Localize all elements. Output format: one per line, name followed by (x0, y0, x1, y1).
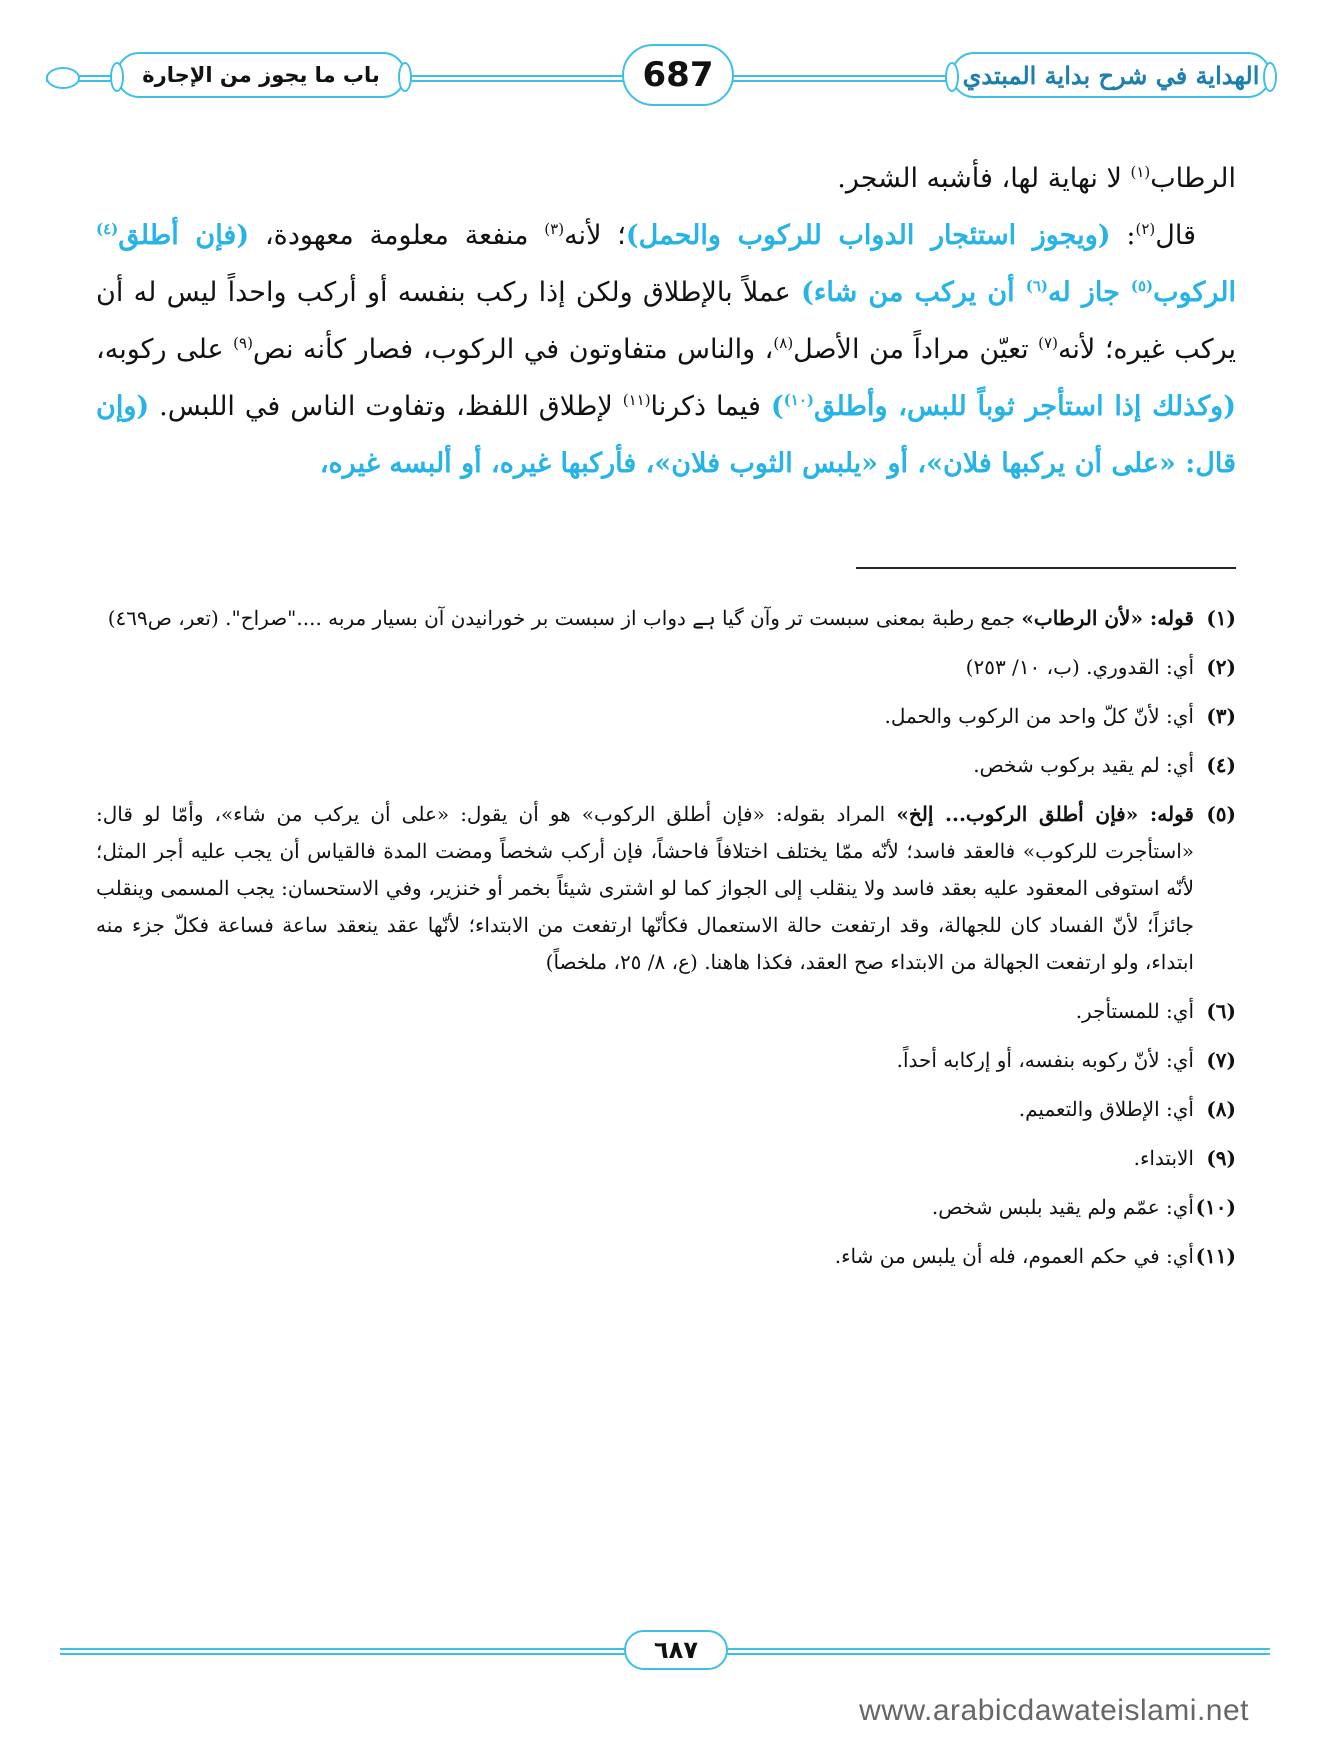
page-footer (60, 1630, 1270, 1670)
footnotes (96, 600, 1236, 1287)
matn-text: (ويجوز استئجار الدواب للركوب والحمل) (625, 220, 1111, 251)
footnote-text: جمع رطبة بمعنى سبست تر وآن گيا ہے دواب از سبست بر خورانيدن آن بسيار مربه ...."صراح". (تعر، ص٤٦٩) (107, 606, 1022, 630)
text-run: على ركوبه، (96, 334, 234, 365)
text-run: الرطاب (1150, 163, 1236, 194)
footnote (96, 600, 1236, 637)
footnote (96, 1091, 1236, 1128)
text-run: منفعة معلومة معهودة، (249, 220, 545, 251)
text-run: تعيّن مراداً من الأصل (793, 334, 1039, 365)
text-run: لا نهاية لها، فأشبه الشجر. (837, 163, 1131, 194)
footnote (96, 649, 1236, 686)
footnote (96, 1140, 1236, 1177)
footnote-text: أي: لأنّ ركوبه بنفسه، أو إركابه أحداً. (896, 1048, 1194, 1072)
footnote-ref[interactable]: (١١) (622, 391, 651, 409)
footnote-lead: قوله: «لأن الرطاب» (1021, 606, 1194, 630)
footnote-number: (١) (1206, 606, 1236, 630)
text-run: ، والناس متفاوتون في الركوب، فصار كأنه نص (252, 334, 774, 365)
footnote-ref[interactable]: (٢) (1135, 220, 1156, 238)
footnote-number: (٦) (1206, 999, 1236, 1023)
matn-text: جاز له (1048, 277, 1131, 308)
book-title: الهداية في شرح بداية المبتدي (951, 52, 1271, 98)
footnote-text: أي: القدوري. (ب، ١٠/ ٢٥٣) (965, 655, 1194, 679)
footnote-text: أي: للمستأجر. (1075, 999, 1194, 1023)
footnote-text: المراد بقوله: «فإن أطلق الركوب» هو أن يقول: «على أن يركب من شاء»، وأمّا لو قال: «استأجرت للركوب» فالعقد فاسد؛ لأنّه ممّا يختلف اختلافاً فاحشاً، فإن أركب شخصاً ومضت المدة فالقياس أن يجب عليه أجر المثل؛ لأنّه استوفى المعقود عليه بعقد فاسد ولا ينقلب إلى الجواز كما لو اشترى شيئاً بخمر أو خنزير، وفي الاستحسان: يجب المسمى وينقلب جائزاً؛ لأنّ الفساد كان للجهالة، وقد ارتفعت حالة الاستعمال فكأنّها ارتفعت من الابتداء؛ لأنّها عقد ينعقد ساعة فساعة فكلّ جزء منه ابتداء، ولو ارتفعت الجهالة من الابتداء صح العقد، فكذا هاهنا. (ع، ٨/ ٢٥، ملخصاً) (96, 802, 1194, 974)
footnote-ref[interactable]: (٨) (773, 334, 794, 352)
footnote-number: (٢) (1206, 655, 1236, 679)
text-run: قال (1155, 220, 1196, 251)
footnote-text: الابتداء. (1133, 1146, 1194, 1170)
footnote-divider (856, 567, 1236, 569)
footnote-ref[interactable]: (٣) (544, 220, 565, 238)
text-run: لإطلاق اللفظ، وتفاوت الناس في اللبس. (149, 391, 623, 422)
footnote-text: أي: لأنّ كلّ واحد من الركوب والحمل. (884, 704, 1194, 728)
page-number-top: 687 (622, 44, 734, 106)
matn-text: (وإن قال: «على أن يركبها فلان»، أو «يلبس الثوب فلان»، فأركبها غيره، أو ألبسه غيره، (96, 391, 1236, 479)
footnote-ref[interactable]: (١٠) (783, 391, 815, 409)
footnote-number: (٨) (1206, 1097, 1236, 1121)
footnote (96, 1238, 1236, 1275)
chapter-title: باب ما يجوز من الإجارة (116, 52, 406, 98)
matn-text: (فإن أطلق (118, 220, 250, 251)
footnote-ref[interactable]: (٥) (1130, 277, 1154, 295)
matn-text: (وكذلك إذا استأجر ثوباً للبس، وأطلق (814, 391, 1236, 422)
footnote-lead: قوله: «فإن أطلق الركوب... إلخ» (896, 802, 1194, 826)
matn-text: أن يركب من شاء) (800, 277, 1026, 308)
main-text (96, 150, 1236, 492)
footnote-ref[interactable]: (٤) (96, 220, 119, 238)
footnote (96, 796, 1236, 981)
footnote-number: (٧) (1206, 1048, 1236, 1072)
footnote-ref[interactable]: (٩) (233, 334, 253, 352)
text-run: ؛ لأنه (564, 220, 626, 251)
footnote-number: (١١) (1195, 1244, 1236, 1268)
footnote-text: أي: عمّم ولم يقيد بلبس شخص. (931, 1195, 1194, 1219)
footnote (96, 698, 1236, 735)
footnote-number: (٥) (1206, 802, 1236, 826)
footnote (96, 1042, 1236, 1079)
website-url[interactable]: www.arabicdawateislami.net (859, 1694, 1249, 1727)
footnote-text: أي: لم يقيد بركوب شخص. (973, 753, 1194, 777)
text-run: فيما ذكرنا (650, 391, 771, 422)
matn-text: الركوب (1153, 277, 1236, 308)
footnote (96, 1189, 1236, 1226)
footnote-text: أي: الإطلاق والتعميم. (1018, 1097, 1194, 1121)
text-run: : (1110, 220, 1136, 251)
text-run: عملاً بالإطلاق ولكن إذا ركب بنفسه أو أركب واحداً ليس له أن يركب غيره؛ لأنه (96, 277, 1237, 365)
main-line-1 (96, 150, 1236, 207)
main-paragraph-2 (96, 207, 1236, 492)
footnote-number: (٤) (1206, 753, 1236, 777)
page-number-bottom: ٦٨٧ (624, 1630, 728, 1670)
footnote-ref[interactable]: (٧) (1038, 334, 1058, 352)
footnote (96, 747, 1236, 784)
footnote-number: (٣) (1206, 704, 1236, 728)
footnote (96, 993, 1236, 1030)
matn-text: ) (770, 391, 784, 422)
footnote-ref[interactable]: (٦) (1025, 277, 1049, 295)
header-ornament-left (46, 67, 80, 89)
footnote-number: (٩) (1206, 1146, 1236, 1170)
page-header (46, 42, 1272, 112)
footnote-number: (١٠) (1195, 1195, 1236, 1219)
footnote-ref[interactable]: (١) (1130, 163, 1151, 181)
footnote-text: أي: في حكم العموم، فله أن يلبس من شاء. (834, 1244, 1194, 1268)
